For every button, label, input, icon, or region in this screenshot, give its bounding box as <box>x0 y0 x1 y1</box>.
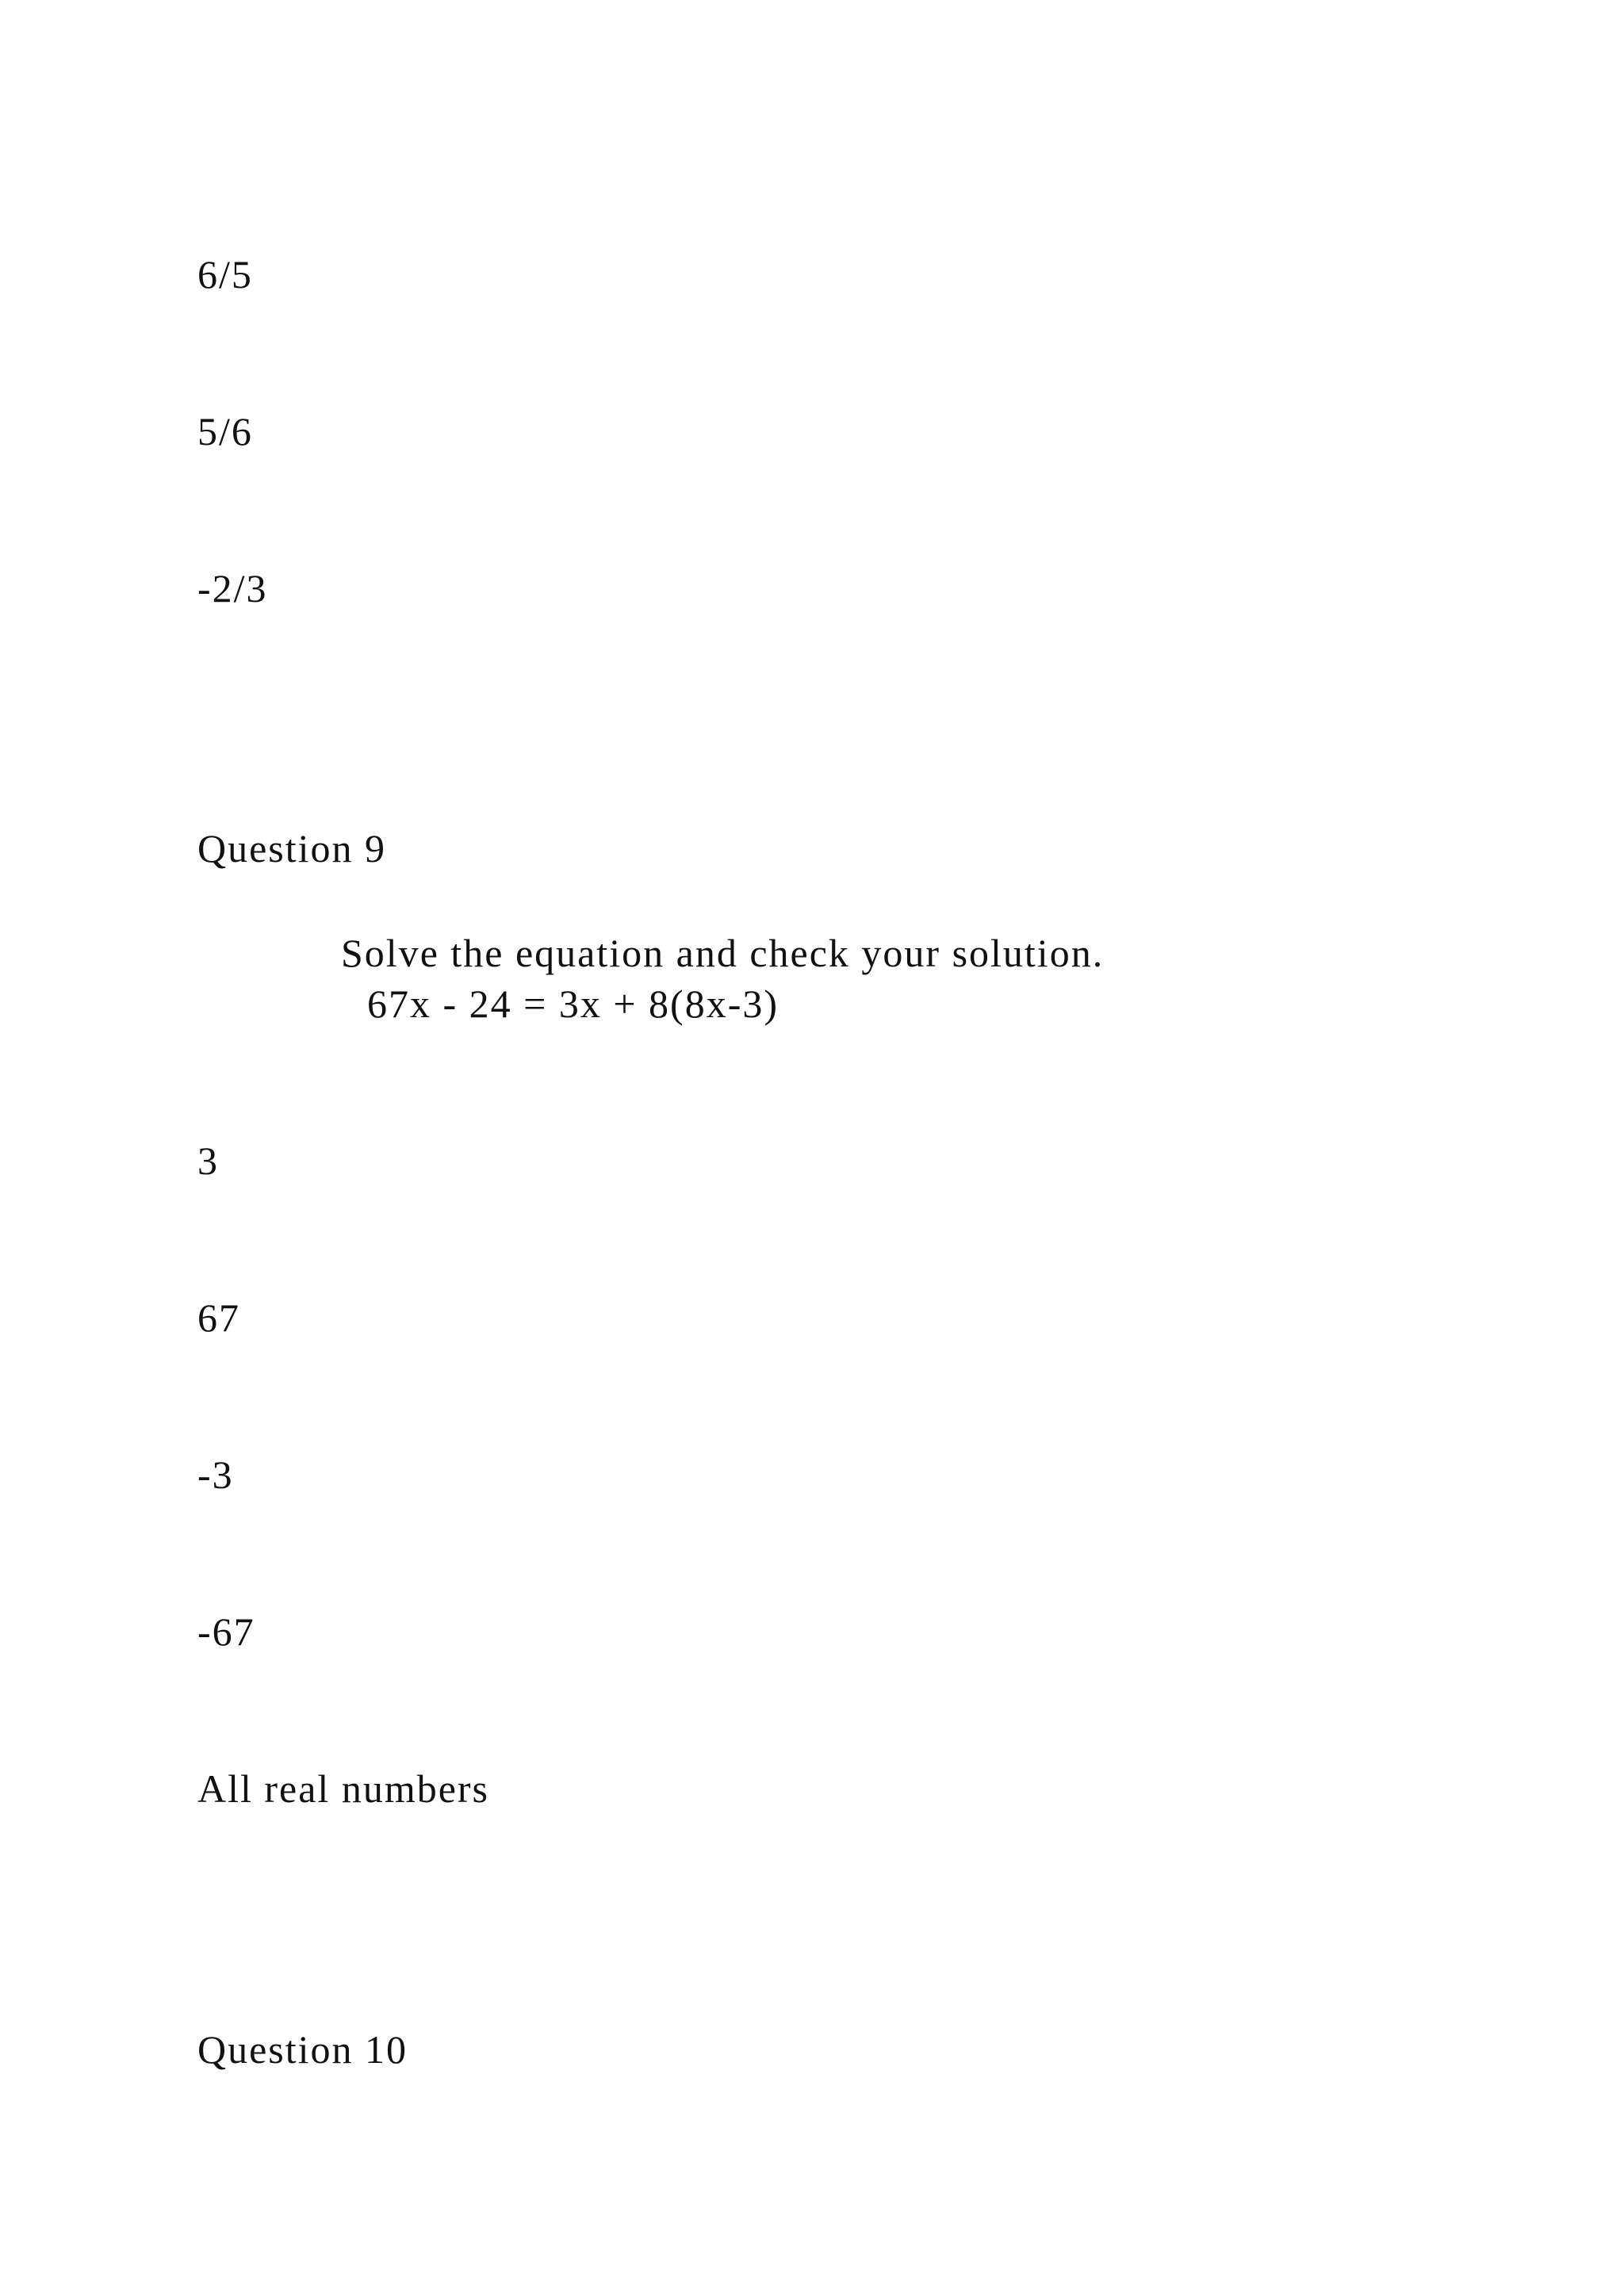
answer-option[interactable]: 67 <box>197 1295 240 1340</box>
question-prompt: Solve the equation and check your solution. <box>341 931 1105 975</box>
answer-option[interactable]: -67 <box>197 1609 255 1654</box>
question-heading: Question 9 <box>197 826 387 871</box>
question-equation: 67x - 24 = 3x + 8(8x-3) <box>367 982 779 1026</box>
answer-option[interactable]: 3 <box>197 1138 219 1183</box>
answer-option[interactable]: All real numbers <box>197 1766 490 1811</box>
answer-option[interactable]: -2/3 <box>197 566 268 610</box>
answer-option[interactable]: 6/5 <box>197 252 253 297</box>
answer-option[interactable]: -3 <box>197 1452 234 1497</box>
answer-option[interactable]: 5/6 <box>197 409 253 453</box>
question-heading: Question 10 <box>197 2027 408 2072</box>
